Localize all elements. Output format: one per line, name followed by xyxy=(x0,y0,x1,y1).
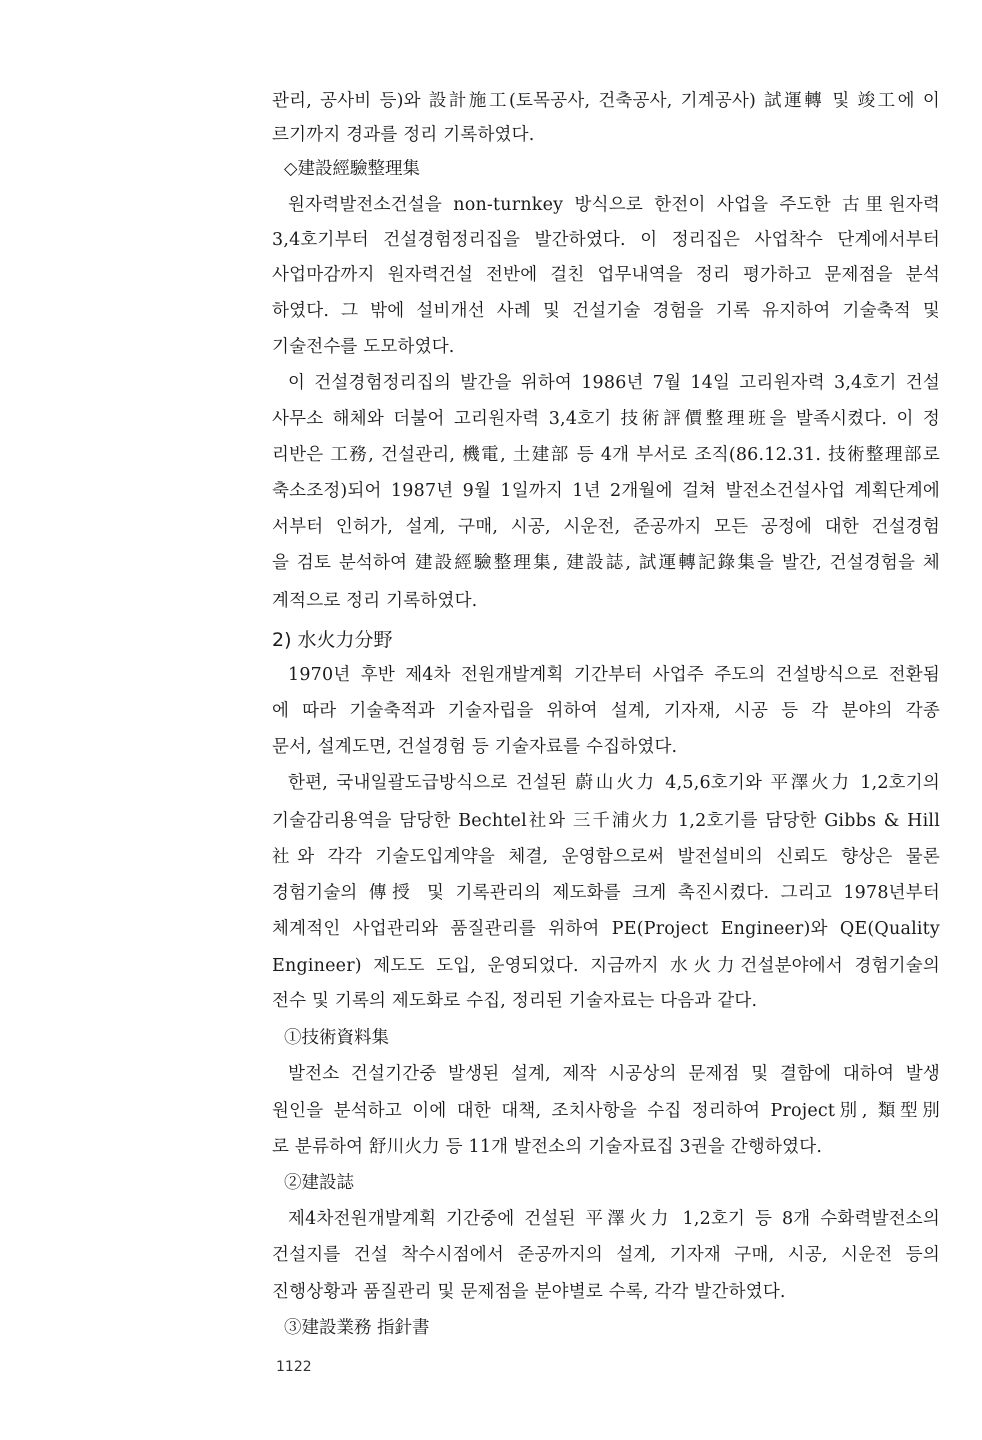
para4-line-3: 문서, 설계도면, 건설경험 등 기술자료를 수집하였다. xyxy=(272,737,678,757)
para3-line-1: 이 건설경험정리집의 발간을 위하여 1986년 7월 14일 고리원자력 3,4호기 건설 xyxy=(288,373,940,393)
para6-line-1: 발전소 건설기간중 발생된 설계, 제작 시공상의 문제점 및 결함에 대하여 발생 xyxy=(288,1064,940,1084)
para2-line-5: 기술전수를 도모하였다. xyxy=(272,337,455,357)
para4-line-1: 1970년 후반 제4차 전원개발계획 기간부터 사업주 주도의 건설방식으로 전환됨 xyxy=(288,665,940,685)
para5-line-4: 경험기술의 傳授 및 기록관리의 제도화를 크게 촉진시켰다. 그리고 1978년부터 xyxy=(272,883,940,903)
para3-line-4: 축소조정)되어 1987년 9월 1일까지 1년 2개월에 걸쳐 발전소건설사업 계획단계에 xyxy=(272,481,940,501)
para2-line-4: 하였다. 그 밖에 설비개선 사례 및 건설기술 경험을 기록 유지하여 기술축적 및 xyxy=(272,301,940,321)
item3-heading: ③建設業務 指針書 xyxy=(284,1318,430,1338)
para5-line-7: 전수 및 기록의 제도화로 수집, 정리된 기술자료는 다음과 같다. xyxy=(272,991,758,1011)
section-heading: 2) 水火力分野 xyxy=(272,629,393,651)
para4-line-2: 에 따라 기술축적과 기술자립을 위하여 설계, 기자재, 시공 등 각 분야의 각종 xyxy=(272,701,940,721)
para2-line-3: 사업마감까지 원자력건설 전반에 걸친 업무내역을 정리 평가하고 문제점을 분석 xyxy=(272,265,940,285)
para7-line-3: 진행상황과 품질관리 및 문제점을 분야별로 수록, 각각 발간하였다. xyxy=(272,1282,786,1302)
para1-line-2: 르기까지 경과를 정리 기록하였다. xyxy=(272,125,535,145)
para6-line-3: 로 분류하여 舒川火力 등 11개 발전소의 기술자료집 3권을 간행하였다. xyxy=(272,1137,823,1157)
para3-line-5: 서부터 인허가, 설계, 구매, 시공, 시운전, 준공까지 모든 공정에 대한 건설경험 xyxy=(272,517,940,537)
page-number: 1122 xyxy=(276,1359,312,1375)
para5-line-3: 社와 각각 기술도입계약을 체결, 운영함으로써 발전설비의 신뢰도 향상은 물론 xyxy=(272,847,940,867)
para3-line-6: 을 검토 분석하여 建設經驗整理集, 建設誌, 試運轉記錄集을 발간, 건설경험을 체 xyxy=(272,553,940,573)
para5-line-5: 체계적인 사업관리와 품질관리를 위하여 PE(Project Engineer)와 QE(Quality xyxy=(272,919,940,939)
para3-line-2: 사무소 해체와 더불어 고리원자력 3,4호기 技術評價整理班을 발족시켰다. 이 정 xyxy=(272,409,940,429)
para5-line-2: 기술감리용역을 담당한 Bechtel社와 三千浦火力 1,2호기를 담당한 Gibbs & Hill xyxy=(272,811,940,831)
item2-heading: ②建設誌 xyxy=(284,1173,354,1193)
para3-line-3: 리반은 工務, 건설관리, 機電, 土建部 등 4개 부서로 조직(86.12.31. 技術整理部로 xyxy=(272,445,940,465)
para6-line-2: 원인을 분석하고 이에 대한 대책, 조치사항을 수집 정리하여 Project別, 類型別 xyxy=(272,1101,940,1121)
para5-line-1: 한편, 국내일괄도급방식으로 건설된 蔚山火力 4,5,6호기와 平澤火力 1,2호기의 xyxy=(288,773,940,793)
para7-line-1: 제4차전원개발계획 기간중에 건설된 平澤火力 1,2호기 등 8개 수화력발전소의 xyxy=(288,1209,940,1229)
para7-line-2: 건설지를 건설 착수시점에서 준공까지의 설계, 기자재 구매, 시공, 시운전 등의 xyxy=(272,1245,940,1265)
para1-line-1: 관리, 공사비 등)와 設計施工(토목공사, 건축공사, 기계공사) 試運轉 및 竣工에 이 xyxy=(272,91,940,111)
item1-heading: ①技術資料集 xyxy=(284,1028,389,1048)
para3-line-7: 계적으로 정리 기록하였다. xyxy=(272,591,478,611)
para5-line-6: Engineer) 제도도 도입, 운영되었다. 지금까지 水火力건설분야에서 경험기술의 xyxy=(272,956,940,976)
construction-experience-heading: ◇建設經驗整理集 xyxy=(284,159,420,179)
para2-line-2: 3,4호기부터 건설경험정리집을 발간하였다. 이 정리집은 사업착수 단계에서부터 xyxy=(272,230,940,250)
para2-line-1: 원자력발전소건설을 non-turnkey 방식으로 한전이 사업을 주도한 古里원자력 xyxy=(288,195,940,215)
